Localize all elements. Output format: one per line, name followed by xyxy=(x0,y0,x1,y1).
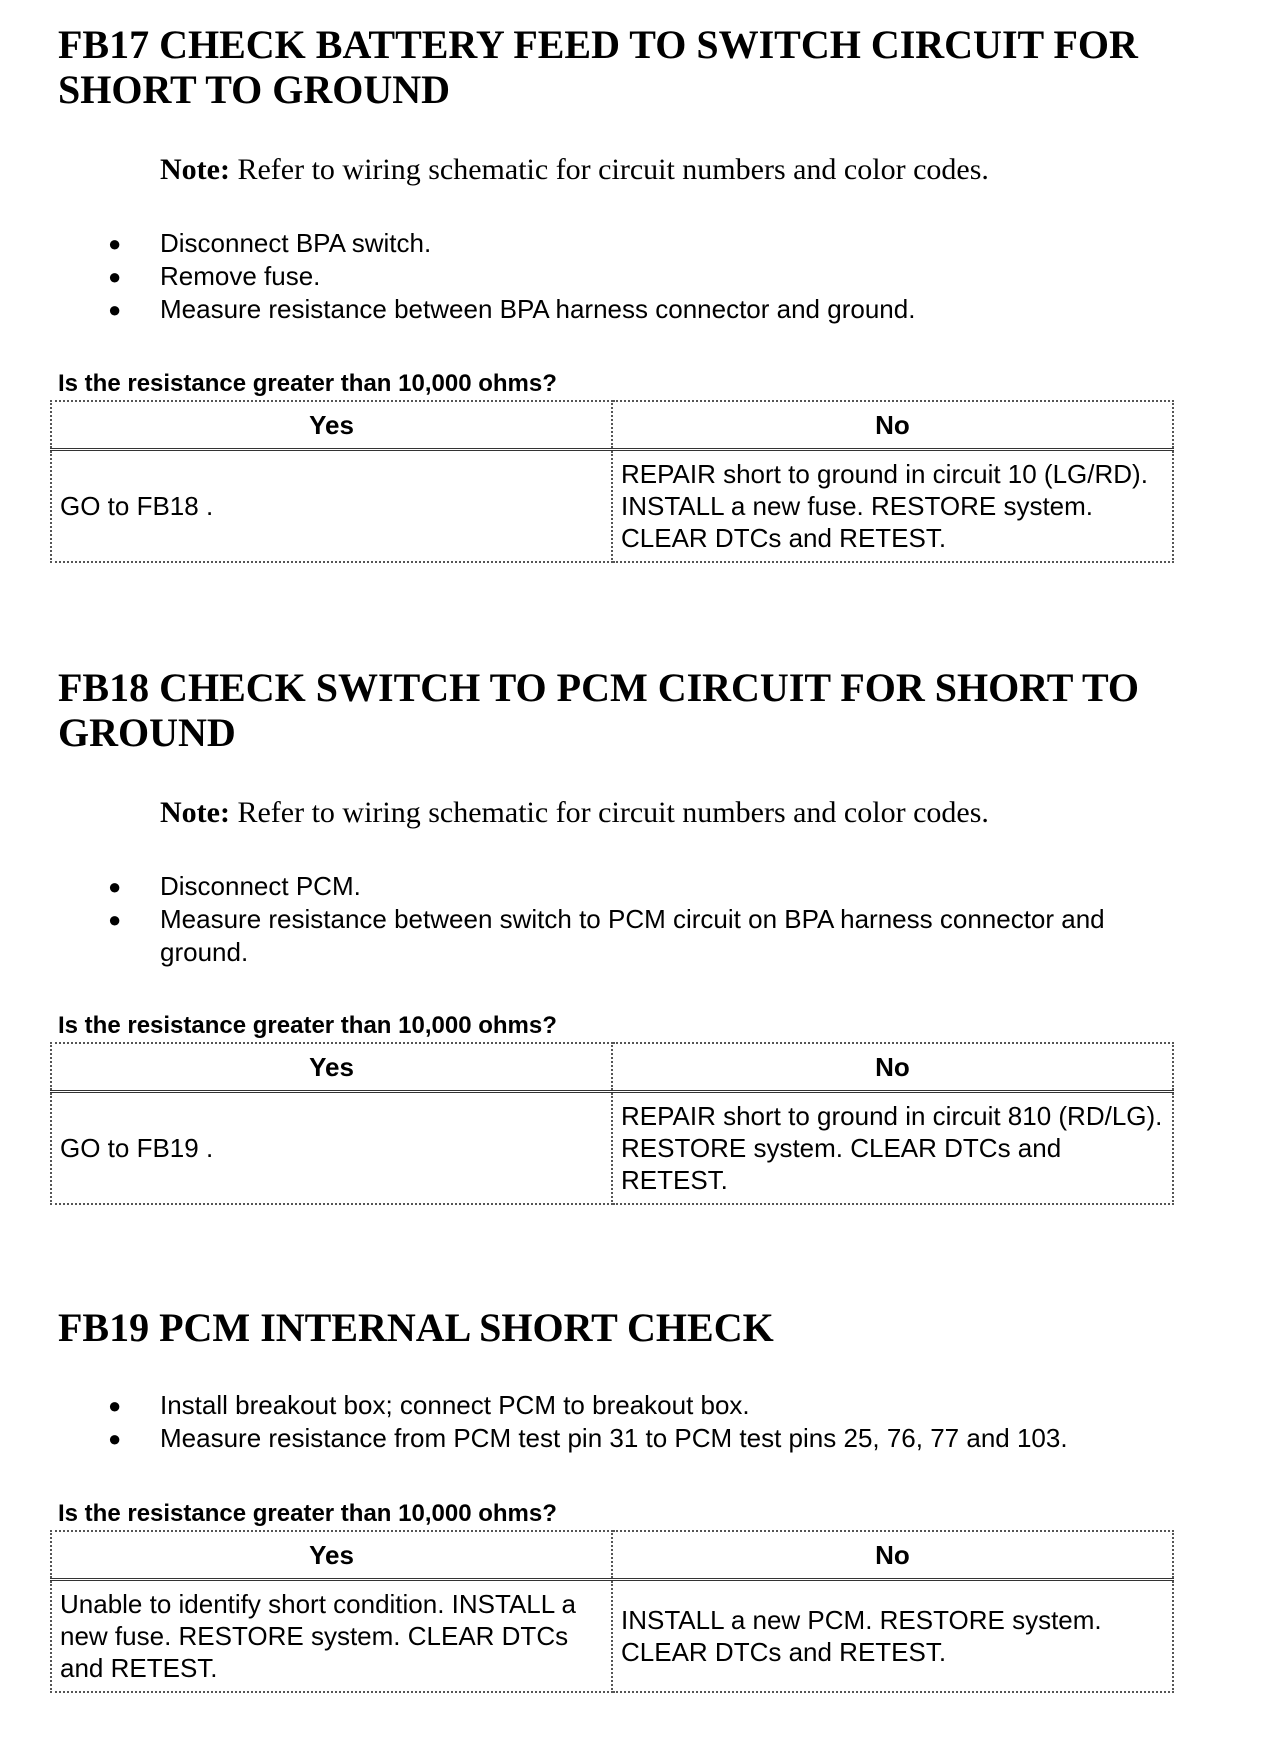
note-label: Note: xyxy=(160,153,230,186)
yes-action: GO to FB18 . xyxy=(51,450,612,562)
yes-header: Yes xyxy=(51,1043,612,1092)
question: Is the resistance greater than 10,000 ohms? xyxy=(58,1012,557,1039)
table-header-row xyxy=(51,401,1173,450)
yes-action: Unable to identify short condition. INSTALL a new fuse. RESTORE system. CLEAR DTCs and RETEST. xyxy=(51,1580,612,1692)
step-list xyxy=(58,1389,1188,1455)
no-action: REPAIR short to ground in circuit 810 (RD/LG). RESTORE system. CLEAR DTCs and RETEST. xyxy=(612,1092,1173,1204)
table-row xyxy=(51,450,1173,562)
note-text: Refer to wiring schematic for circuit numbers and color codes. xyxy=(237,153,989,186)
bullet-icon: ● xyxy=(108,264,122,289)
question: Is the resistance greater than 10,000 ohms? xyxy=(58,370,557,397)
no-action: REPAIR short to ground in circuit 10 (LG/RD). INSTALL a new fuse. RESTORE system. CLEAR DTCs and RETEST. xyxy=(612,450,1173,562)
yes-header: Yes xyxy=(51,1531,612,1580)
step-list xyxy=(58,227,1188,326)
table-row xyxy=(51,1580,1173,1692)
bullet-icon: ● xyxy=(108,297,122,322)
yes-action: GO to FB19 . xyxy=(51,1092,612,1204)
table-header-row xyxy=(51,1531,1173,1580)
yes-header: Yes xyxy=(51,401,612,450)
no-header: No xyxy=(612,1531,1173,1580)
list-item: ● Disconnect BPA switch. xyxy=(108,228,432,258)
bullet-icon: ● xyxy=(108,1393,122,1418)
list-item: ● Measure resistance between switch to PCM circuit on BPA harness connector and ground. xyxy=(108,904,1105,967)
bullet-icon: ● xyxy=(108,907,122,932)
question: Is the resistance greater than 10,000 ohms? xyxy=(58,1500,557,1527)
list-item: ● Install breakout box; connect PCM to breakout box. xyxy=(108,1390,750,1420)
no-header: No xyxy=(612,401,1173,450)
decision-table xyxy=(50,1042,1174,1205)
list-item: ● Measure resistance from PCM test pin 31 to PCM test pins 25, 76, 77 and 103. xyxy=(108,1423,1068,1453)
table-row xyxy=(51,1092,1173,1204)
bullet-icon: ● xyxy=(108,874,122,899)
section-title-fb19: FB19 PCM INTERNAL SHORT CHECK xyxy=(58,1305,774,1350)
list-item: ● Measure resistance between BPA harness connector and ground. xyxy=(108,294,916,324)
bullet-icon: ● xyxy=(108,231,122,256)
table-header-row xyxy=(51,1043,1173,1092)
note xyxy=(160,152,1264,188)
bullet-icon: ● xyxy=(108,1426,122,1451)
no-action: INSTALL a new PCM. RESTORE system. CLEAR DTCs and RETEST. xyxy=(612,1580,1173,1692)
list-item: ● Remove fuse. xyxy=(108,261,321,291)
section-title-fb17: FB17 CHECK BATTERY FEED TO SWITCH CIRCUIT FOR SHORT TO GROUND xyxy=(58,22,1138,112)
note-text: Refer to wiring schematic for circuit numbers and color codes. xyxy=(237,796,989,829)
list-item: ● Disconnect PCM. xyxy=(108,871,361,901)
decision-table xyxy=(50,400,1174,563)
decision-table xyxy=(50,1530,1174,1693)
step-list xyxy=(58,870,1188,969)
note-label: Note: xyxy=(160,796,230,829)
no-header: No xyxy=(612,1043,1173,1092)
note xyxy=(160,795,1264,831)
section-title-fb18: FB18 CHECK SWITCH TO PCM CIRCUIT FOR SHORT TO GROUND xyxy=(58,665,1140,755)
